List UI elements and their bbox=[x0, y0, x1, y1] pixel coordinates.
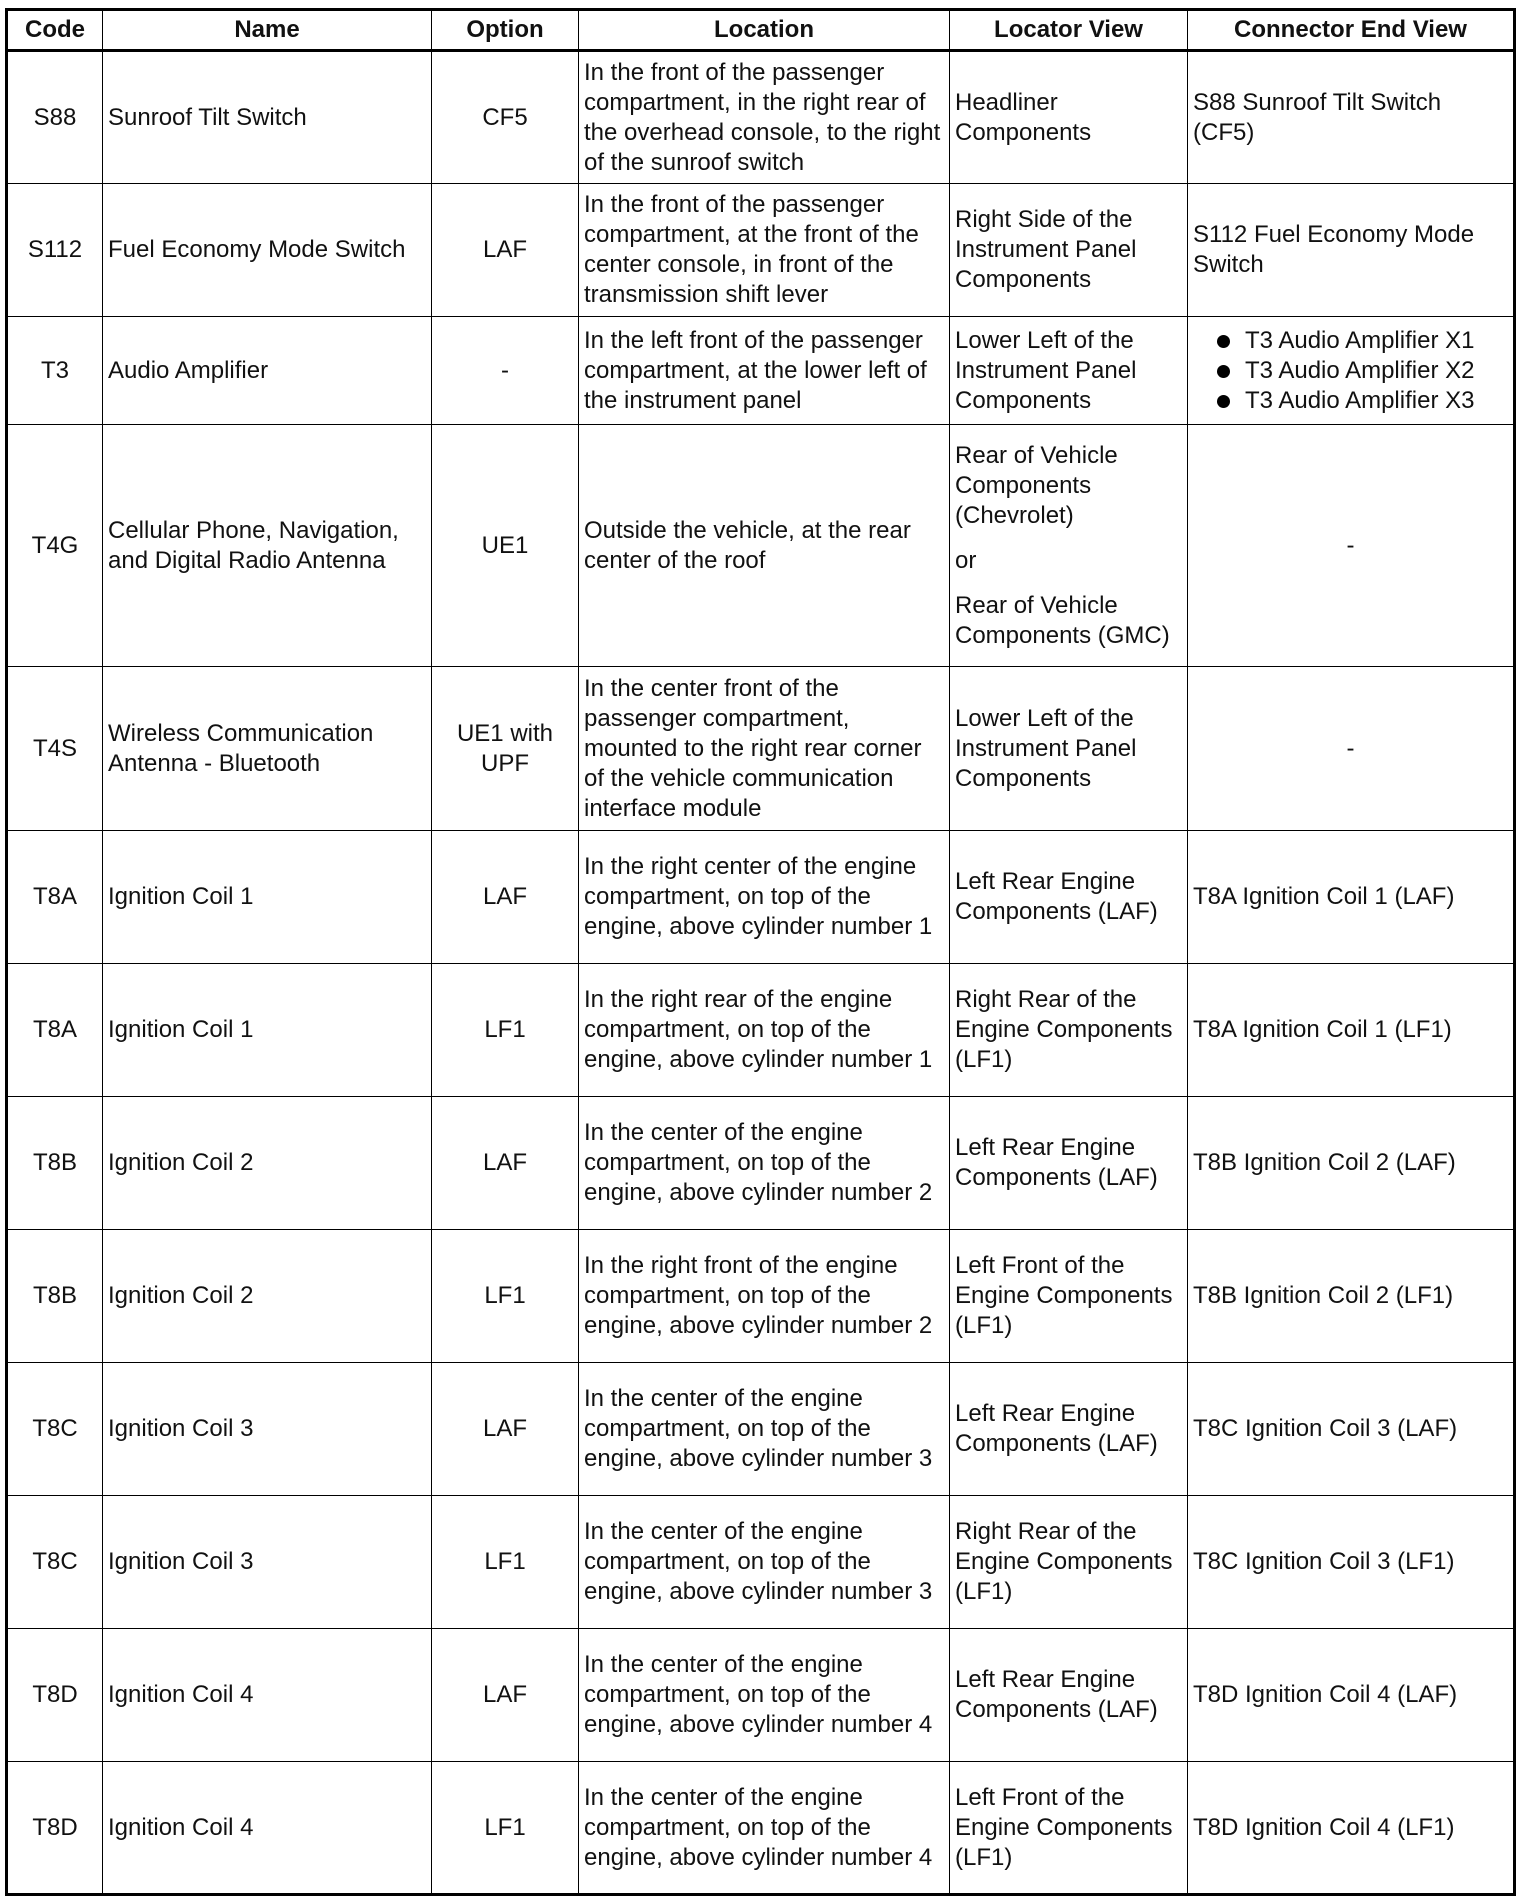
cell-option: LF1 bbox=[432, 964, 579, 1097]
cell-name: Audio Amplifier bbox=[103, 317, 432, 425]
cell-location: In the center of the engine compartment, on top of the engine, above cylinder number 3 bbox=[579, 1496, 950, 1629]
list-item: T3 Audio Amplifier X3 bbox=[1193, 386, 1508, 416]
cell-option: - bbox=[432, 317, 579, 425]
cell-locator-view: Lower Left of the Instrument Panel Components bbox=[950, 667, 1188, 831]
table-row bbox=[7, 317, 1515, 425]
cell-location: Outside the vehicle, at the rear center of the roof bbox=[579, 425, 950, 667]
cell-option: LAF bbox=[432, 1363, 579, 1496]
cell-location: In the front of the passenger compartment, in the right rear of the overhead console, to the right of the sunroof switch bbox=[579, 51, 950, 184]
cell-option: UE1 with UPF bbox=[432, 667, 579, 831]
cell-code: T8C bbox=[7, 1363, 103, 1496]
table-row bbox=[7, 1629, 1515, 1762]
cell-option: LF1 bbox=[432, 1762, 579, 1895]
cell-name: Ignition Coil 3 bbox=[103, 1496, 432, 1629]
header-connector-end-view: Connector End View bbox=[1188, 10, 1515, 51]
cell-locator-view bbox=[950, 425, 1188, 667]
cell-code: S88 bbox=[7, 51, 103, 184]
cell-location: In the right rear of the engine compartment, on top of the engine, above cylinder number 1 bbox=[579, 964, 950, 1097]
cell-locator-view: Left Front of the Engine Components (LF1) bbox=[950, 1230, 1188, 1363]
table-row bbox=[7, 831, 1515, 964]
locator-view-or: or bbox=[955, 546, 977, 574]
cell-connector-end-view: - bbox=[1188, 425, 1515, 667]
table-row bbox=[7, 51, 1515, 184]
table-row bbox=[7, 1230, 1515, 1363]
cell-location: In the center of the engine compartment, on top of the engine, above cylinder number 3 bbox=[579, 1363, 950, 1496]
cell-name: Ignition Coil 3 bbox=[103, 1363, 432, 1496]
cell-connector-end-view: - bbox=[1188, 667, 1515, 831]
cell-connector-end-view: T8D Ignition Coil 4 (LAF) bbox=[1188, 1629, 1515, 1762]
cell-name: Cellular Phone, Navigation, and Digital Radio Antenna bbox=[103, 425, 432, 667]
component-locator-table bbox=[5, 8, 1516, 1896]
header-name: Name bbox=[103, 10, 432, 51]
table-row bbox=[7, 1762, 1515, 1895]
cell-location: In the right front of the engine compartment, on top of the engine, above cylinder number 2 bbox=[579, 1230, 950, 1363]
locator-view-option-b: Rear of Vehicle Components (GMC) bbox=[955, 591, 1170, 649]
cell-location: In the center of the engine compartment, on top of the engine, above cylinder number 2 bbox=[579, 1097, 950, 1230]
cell-locator-view: Right Rear of the Engine Components (LF1) bbox=[950, 1496, 1188, 1629]
cell-option: LAF bbox=[432, 184, 579, 317]
cell-locator-view: Left Rear Engine Components (LAF) bbox=[950, 1097, 1188, 1230]
cell-connector-end-view: T8C Ignition Coil 3 (LF1) bbox=[1188, 1496, 1515, 1629]
table-row bbox=[7, 425, 1515, 667]
cell-code: T4G bbox=[7, 425, 103, 667]
cell-option: LF1 bbox=[432, 1496, 579, 1629]
cell-connector-end-view bbox=[1188, 317, 1515, 425]
cell-connector-end-view: T8A Ignition Coil 1 (LAF) bbox=[1188, 831, 1515, 964]
cell-code: T3 bbox=[7, 317, 103, 425]
locator-view-option-a: Rear of Vehicle Components (Chevrolet) bbox=[955, 441, 1118, 529]
header-location: Location bbox=[579, 10, 950, 51]
table-row bbox=[7, 1097, 1515, 1230]
cell-name: Sunroof Tilt Switch bbox=[103, 51, 432, 184]
cell-locator-view: Left Rear Engine Components (LAF) bbox=[950, 1629, 1188, 1762]
table-row bbox=[7, 1496, 1515, 1629]
cell-locator-view: Left Rear Engine Components (LAF) bbox=[950, 1363, 1188, 1496]
cell-code: T8B bbox=[7, 1230, 103, 1363]
cell-locator-view: Headliner Components bbox=[950, 51, 1188, 184]
cell-location: In the left front of the passenger compartment, at the lower left of the instrument panel bbox=[579, 317, 950, 425]
cell-option: LAF bbox=[432, 1629, 579, 1762]
cell-location: In the center of the engine compartment, on top of the engine, above cylinder number 4 bbox=[579, 1762, 950, 1895]
cell-code: T8D bbox=[7, 1629, 103, 1762]
cell-option: LF1 bbox=[432, 1230, 579, 1363]
list-item: T3 Audio Amplifier X2 bbox=[1193, 356, 1508, 386]
cell-locator-view: Lower Left of the Instrument Panel Components bbox=[950, 317, 1188, 425]
header-locator-view: Locator View bbox=[950, 10, 1188, 51]
header-option: Option bbox=[432, 10, 579, 51]
cell-name: Ignition Coil 4 bbox=[103, 1629, 432, 1762]
cell-connector-end-view: T8B Ignition Coil 2 (LAF) bbox=[1188, 1097, 1515, 1230]
cell-code: T8C bbox=[7, 1496, 103, 1629]
cell-locator-view: Left Rear Engine Components (LAF) bbox=[950, 831, 1188, 964]
cell-name: Ignition Coil 2 bbox=[103, 1097, 432, 1230]
cell-locator-view: Right Rear of the Engine Components (LF1) bbox=[950, 964, 1188, 1097]
cell-code: T4S bbox=[7, 667, 103, 831]
list-item: T3 Audio Amplifier X1 bbox=[1193, 326, 1508, 356]
cell-location: In the right center of the engine compartment, on top of the engine, above cylinder number 1 bbox=[579, 831, 950, 964]
cell-connector-end-view: S112 Fuel Economy Mode Switch bbox=[1188, 184, 1515, 317]
table-row bbox=[7, 184, 1515, 317]
cell-locator-view: Left Front of the Engine Components (LF1) bbox=[950, 1762, 1188, 1895]
cell-code: S112 bbox=[7, 184, 103, 317]
header-row bbox=[7, 10, 1515, 51]
cell-code: T8D bbox=[7, 1762, 103, 1895]
cell-location: In the center front of the passenger compartment, mounted to the right rear corner of the vehicle communication interface module bbox=[579, 667, 950, 831]
cell-option: LAF bbox=[432, 831, 579, 964]
cell-location: In the front of the passenger compartment, at the front of the center console, in front of the transmission shift lever bbox=[579, 184, 950, 317]
cell-locator-view: Right Side of the Instrument Panel Components bbox=[950, 184, 1188, 317]
cell-option: CF5 bbox=[432, 51, 579, 184]
cell-name: Wireless Communication Antenna - Bluetooth bbox=[103, 667, 432, 831]
cell-location: In the center of the engine compartment, on top of the engine, above cylinder number 4 bbox=[579, 1629, 950, 1762]
cell-code: T8A bbox=[7, 964, 103, 1097]
cell-connector-end-view: T8B Ignition Coil 2 (LF1) bbox=[1188, 1230, 1515, 1363]
cell-name: Ignition Coil 1 bbox=[103, 964, 432, 1097]
cell-option: LAF bbox=[432, 1097, 579, 1230]
table-row bbox=[7, 1363, 1515, 1496]
cell-name: Ignition Coil 1 bbox=[103, 831, 432, 964]
cell-connector-end-view: T8A Ignition Coil 1 (LF1) bbox=[1188, 964, 1515, 1097]
cell-connector-end-view: T8D Ignition Coil 4 (LF1) bbox=[1188, 1762, 1515, 1895]
cell-code: T8A bbox=[7, 831, 103, 964]
cell-name: Ignition Coil 2 bbox=[103, 1230, 432, 1363]
cell-option: UE1 bbox=[432, 425, 579, 667]
cell-code: T8B bbox=[7, 1097, 103, 1230]
table-row bbox=[7, 964, 1515, 1097]
cell-connector-end-view: S88 Sunroof Tilt Switch (CF5) bbox=[1188, 51, 1515, 184]
cell-name: Fuel Economy Mode Switch bbox=[103, 184, 432, 317]
header-code: Code bbox=[7, 10, 103, 51]
cell-name: Ignition Coil 4 bbox=[103, 1762, 432, 1895]
connector-list bbox=[1193, 326, 1508, 416]
cell-connector-end-view: T8C Ignition Coil 3 (LAF) bbox=[1188, 1363, 1515, 1496]
table-row bbox=[7, 667, 1515, 831]
